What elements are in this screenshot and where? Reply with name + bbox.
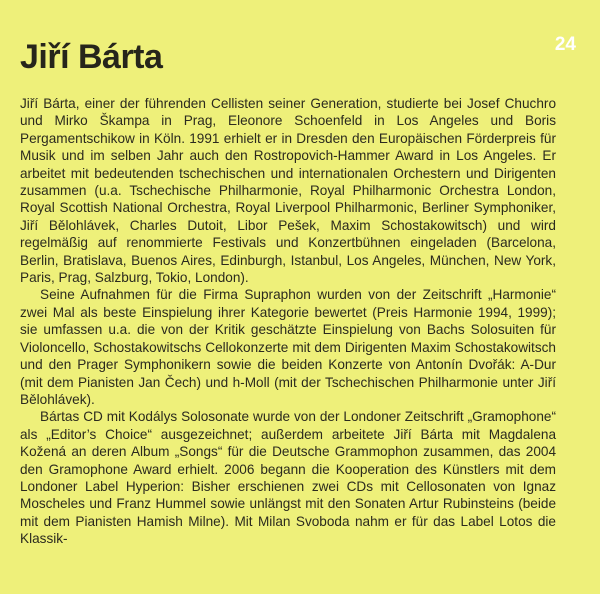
- biography-text: [20, 95, 556, 548]
- paragraph: Bártas CD mit Kodálys Solosonate wurde von der Londoner Zeitschrift „Gramophone“ als „Editor’s Choice“ ausgezeichnet; außerdem arbeitete Jiří Bárta mit Magdalena Kožená an deren Album „Songs“ für die Deutsche Grammophon zusammen, das 2004 den Gramophone Award erhielt. 2006 begann die Kooperation des Künstlers mit dem Londoner Label Hyperion: Bisher erschienen zwei CDs mit Cellosonaten von Ignaz Moscheles und Franz Hummel sowie unlängst mit den Sonaten Artur Rubinsteins (beide mit dem Pianisten Hamish Milne). Mit Milan Svoboda nahm er für das Label Lotos die Klassik-: [20, 409, 556, 547]
- paragraph: Jiří Bárta, einer der führenden Cellisten seiner Generation, studierte bei Josef Chuchro und Mirko Škampa in Prag, Eleonore Schoenfeld in Los Angeles und Boris Pergamentschikow in Köln. 1991 erhielt er in Dresden den Europäischen Förderpreis für Musik und im selben Jahr auch den Rostropovich-Hammer Award in Los Angeles. Er arbeitet mit bedeutenden tschechischen und internationalen Orchestern und Dirigenten zusammen (u.a. Tschechische Philharmonie, Royal Philharmonic Orchestra London, Royal Scottish National Orchestra, Royal Liverpool Philharmonic, Berliner Symphoniker, Jiří Bělohlávek, Charles Dutoit, Libor Pešek, Maxim Schostakowitsch) und wird regelmäßig auf renommierte Festivals und Konzertbühnen eingeladen (Barcelona, Berlin, Bratislava, Buenos Aires, Edinburgh, Istanbul, Los Angeles, München, New York, Paris, Prag, Salzburg, Tokio, London).: [20, 96, 556, 286]
- page-title: Jiří Bárta: [20, 38, 163, 76]
- page-number: 24: [554, 34, 576, 55]
- paragraph: Seine Aufnahmen für die Firma Supraphon wurden von der Zeitschrift „Harmonie“ zwei Mal als beste Einspielung ihrer Kategorie bewertet (Preis Harmonie 1994, 1999); sie umfassen u.a. die von der Kritik geschätzte Einspielung von Bachs Solosuiten für Violoncello, Schostakowitschs Cellokonzerte mit dem Dirigenten Maxim Schostakowitsch und den Prager Symphonikern sowie die beiden Konzerte von Antonín Dvořák: A-Dur (mit dem Pianisten Jan Čech) und h-Moll (mit der Tschechischen Philharmonie unter Jiří Bělohlávek).: [20, 287, 556, 407]
